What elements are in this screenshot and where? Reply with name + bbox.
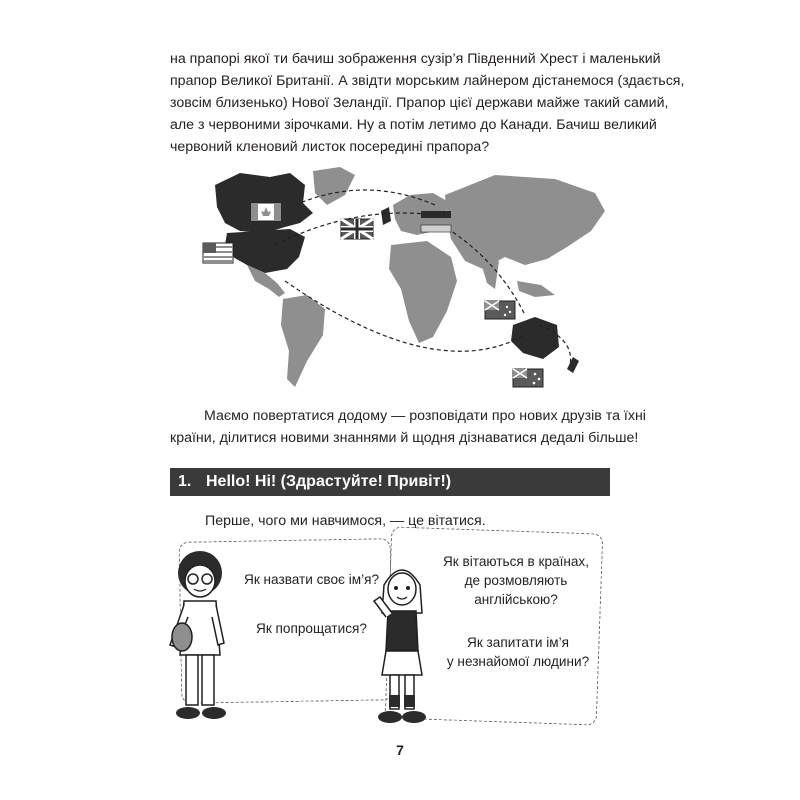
question-line: у незнайомої людини? [446, 654, 590, 669]
paragraph-line: червоний кленовий листок посередині прапора? [170, 139, 490, 155]
paragraph-line: але з червоними зірочками. Ну а потім летимо до Канади. Бачиш великий [170, 117, 657, 133]
greenland-landmass [313, 167, 355, 205]
africa-landmass [389, 241, 457, 343]
girl-question [440, 552, 592, 609]
australia-landmass [511, 317, 559, 359]
boy-question: Як назвати своє ім’я? [244, 572, 380, 587]
uk-flag-icon [341, 219, 373, 239]
girl-character-illustration [362, 555, 442, 735]
section-header [170, 468, 610, 496]
australia-flag-icon [485, 301, 515, 319]
boy-question: Як попрощатися? [256, 621, 367, 636]
question-line: Як вітаються в країнах, [442, 554, 590, 569]
question-line: англійською? [474, 592, 558, 607]
asia-landmass [445, 175, 605, 269]
south-america-landmass [281, 295, 325, 387]
girl-question [436, 633, 600, 671]
new-zealand-landmass [567, 357, 579, 373]
page-number: 7 [396, 742, 404, 758]
section-number: 1. [178, 473, 192, 490]
germany-flag-icon [421, 211, 451, 232]
canada-flag-icon [251, 203, 281, 221]
world-map-illustration [195, 165, 610, 400]
usa-flag-icon [203, 243, 233, 263]
islands-landmass [517, 281, 555, 297]
uk-landmass [381, 207, 391, 225]
paragraph-line: Маємо повертатися додому — розповідати про нових друзів та їхні [204, 408, 646, 424]
section-title: Hello! Hi! (Здрастуйте! Привіт!) [206, 473, 452, 490]
paragraph-intro-journey [170, 48, 685, 158]
paragraph-line: прапор Великої Британії. А звідти морським лайнером дістанемося (здається, [170, 73, 685, 89]
paragraph-line: зовсім близенько) Нової Зеландії. Прапор цієї держави майже такий самий, [170, 95, 669, 111]
section-intro-text: Перше, чого ми навчимося, — це вітатися. [205, 513, 486, 529]
boy-character-illustration [160, 545, 240, 730]
usa-landmass [225, 229, 305, 273]
new-zealand-flag-icon [513, 369, 543, 387]
india-landmass [481, 261, 499, 289]
question-line: де розмовляють [464, 573, 568, 588]
paragraph-line: на прапорі якої ти бачиш зображення сузір’я Південний Хрест і маленький [170, 51, 661, 67]
paragraph-line: країни, ділитися новими знаннями й щодня дізнаватися дедалі більше! [170, 430, 639, 446]
question-line: Як запитати ім’я [467, 635, 569, 650]
paragraph-return-home [170, 405, 646, 449]
